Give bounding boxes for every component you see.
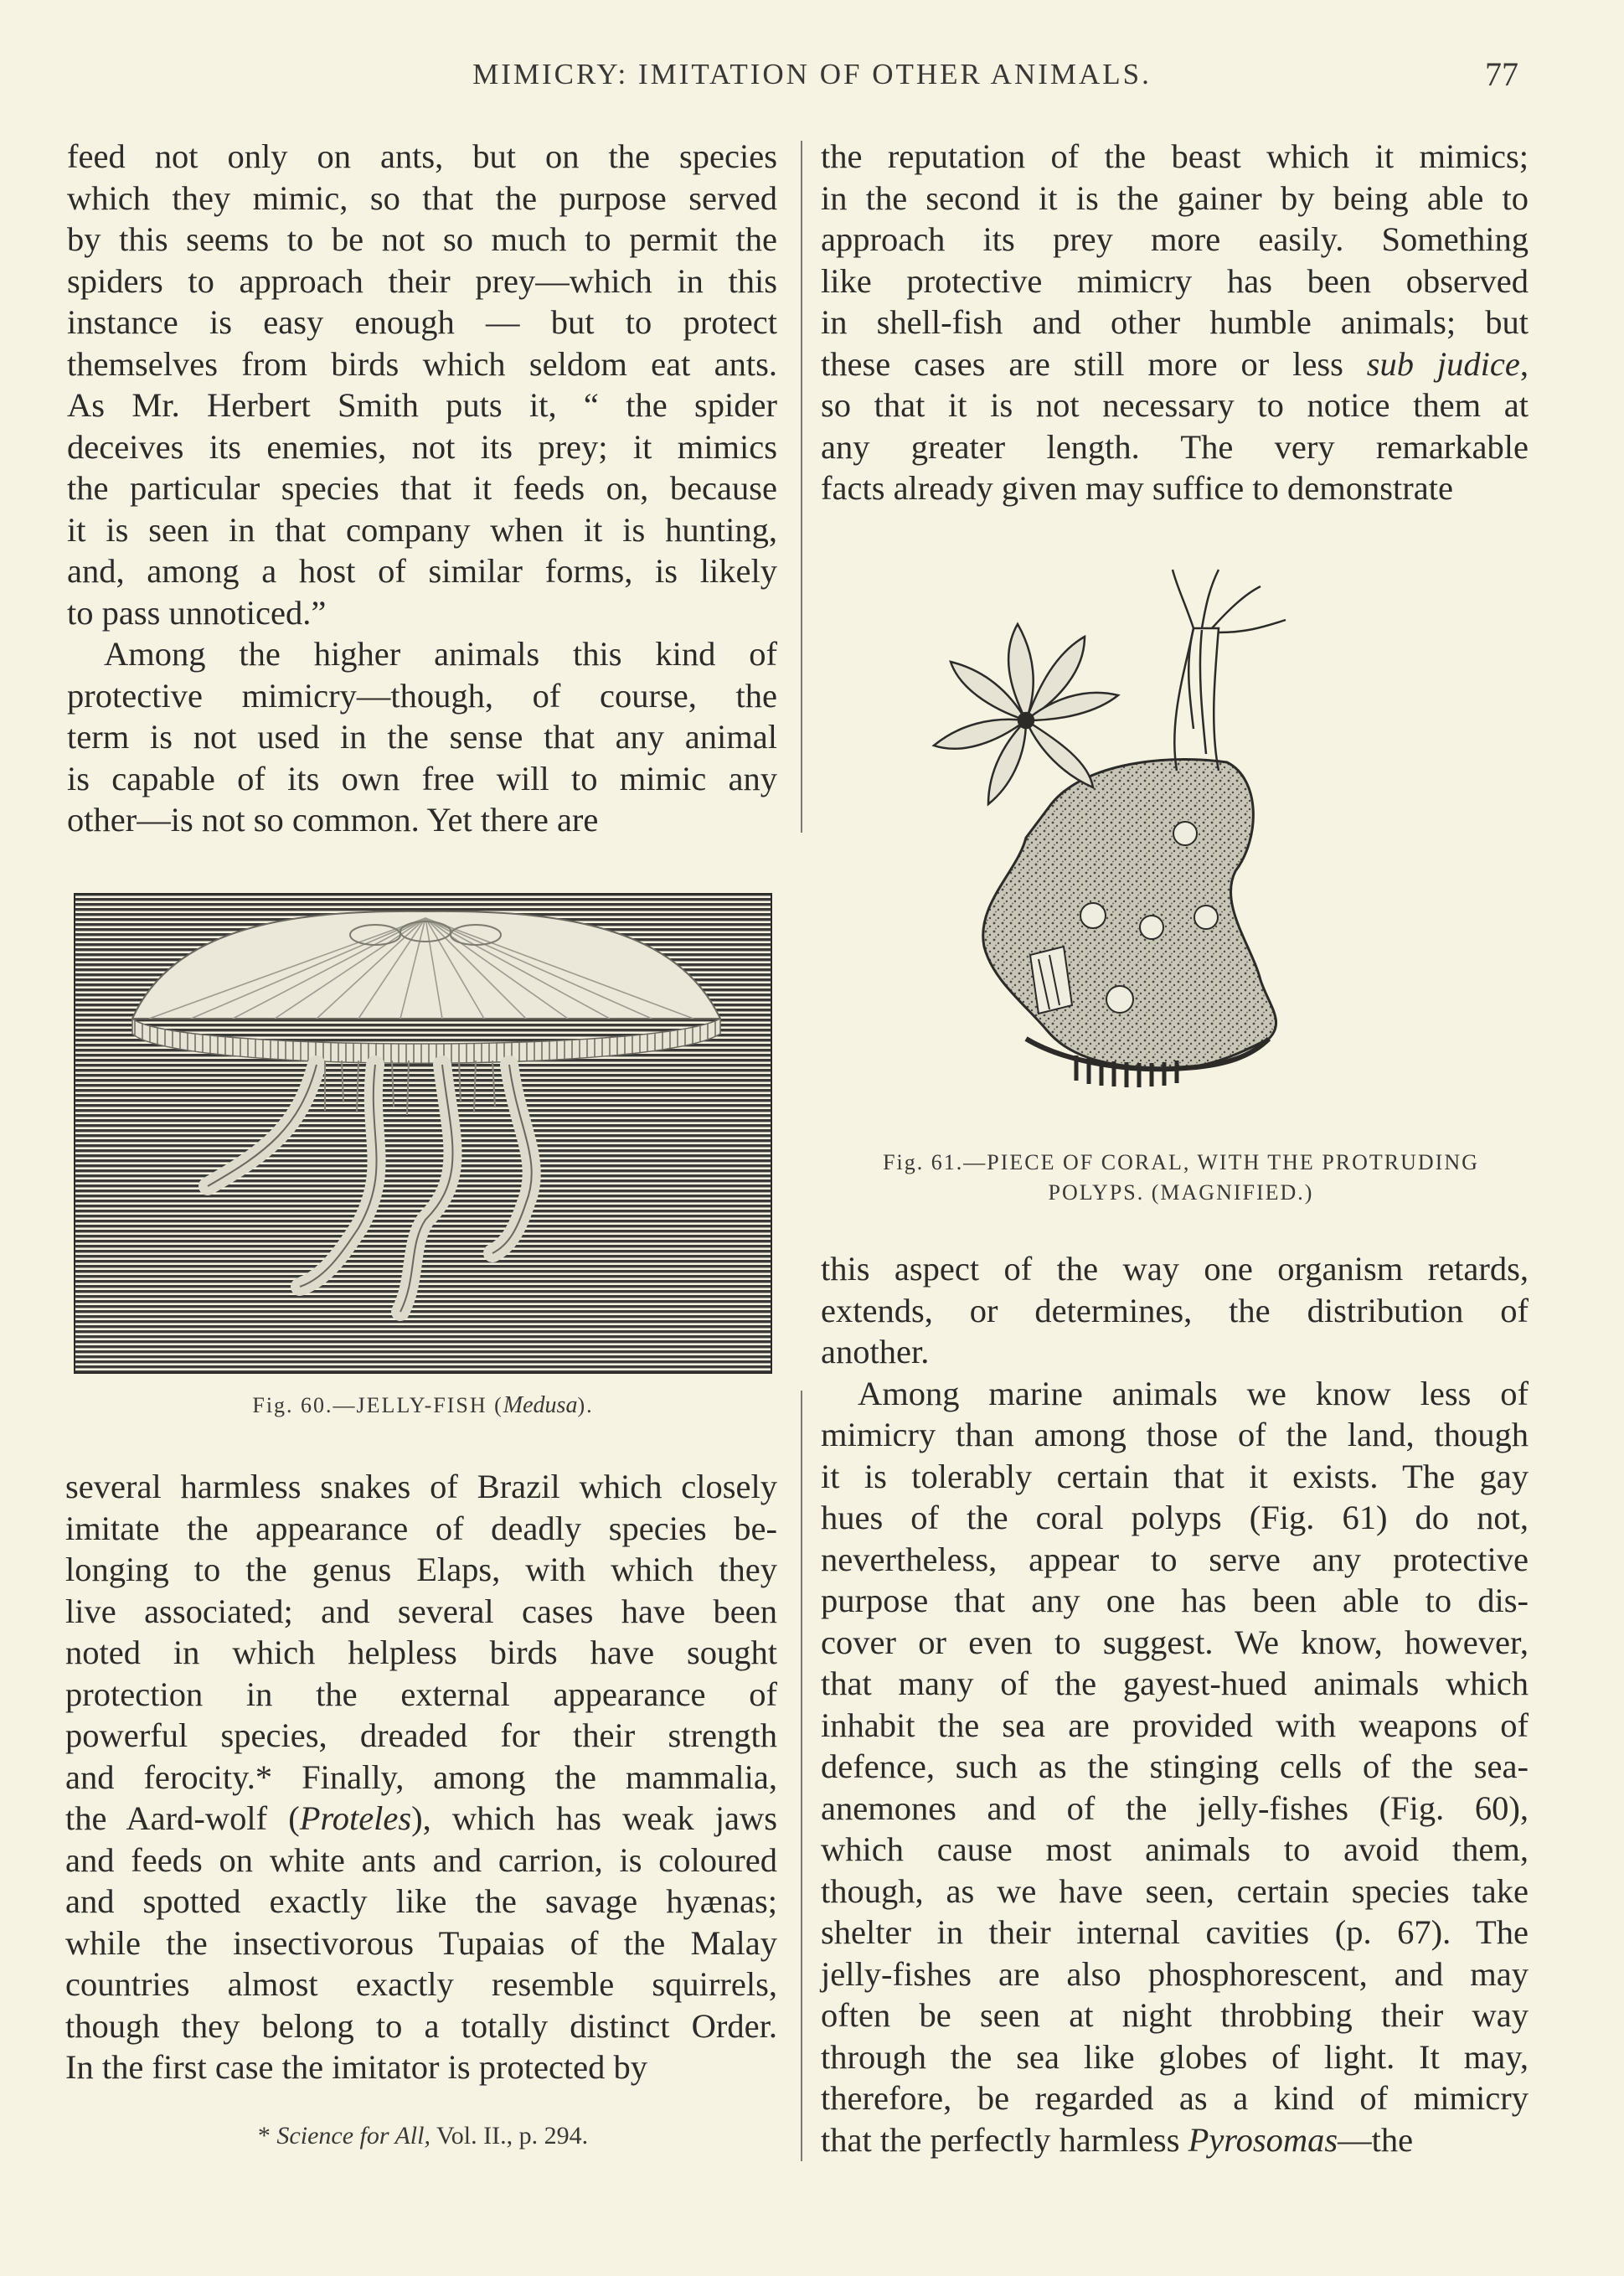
page-number: 77 xyxy=(1485,55,1518,93)
text-line: longing to the genus Elaps, with which they xyxy=(65,1551,777,1588)
left-column-top xyxy=(67,136,777,841)
text-line: and ferocity.* Finally, among the mammalia, xyxy=(65,1757,777,1796)
figure-61-caption-line-2: POLYPS. (MAGNIFIED.) xyxy=(1048,1180,1314,1205)
text-line: Among the higher animals this kind of xyxy=(104,635,777,673)
text-line: and spotted exactly like the savage hyænas; xyxy=(65,1882,777,1920)
figure-60-caption: Fig. 60.—JELLY-FISH (Medusa). xyxy=(252,1392,594,1418)
text-line: feed not only on ants, but on the species xyxy=(67,137,777,175)
text-line: deceives its enemies, not its prey; it mimics xyxy=(67,427,777,466)
text-line: approach its prey more easily. Something xyxy=(821,220,1529,258)
text-line: that the perfectly harmless Pyrosomas—the xyxy=(821,2120,1414,2159)
star-polyp xyxy=(934,624,1118,804)
text-line: countries almost exactly resemble squirrels, xyxy=(65,1965,777,2003)
right-column-bottom xyxy=(821,1248,1529,2160)
text-line: anemones and of the jelly-fishes (Fig. 60), xyxy=(821,1788,1529,1827)
text-line: the reputation of the beast which it mimics; xyxy=(821,137,1529,175)
text-line: themselves from birds which seldom eat ants. xyxy=(67,344,777,383)
jellyfish-figure xyxy=(74,893,772,1374)
column-rule xyxy=(801,1391,802,2161)
text-line: and feeds on white ants and carrion, is coloured xyxy=(65,1840,777,1879)
text-line: protection in the external appearance of xyxy=(65,1675,777,1713)
text-line: inhabit the sea are provided with weapons of xyxy=(821,1706,1529,1744)
text-line: imitate the appearance of deadly species be- xyxy=(65,1509,777,1547)
text-line: hues of the coral polyps (Fig. 61) do not, xyxy=(821,1499,1529,1536)
tentacle-polyp xyxy=(1173,570,1286,771)
text-line: any greater length. The very remarkable xyxy=(821,427,1529,466)
text-line: and, among a host of similar forms, is likely xyxy=(67,552,777,590)
text-line: nevertheless, appear to serve any protective xyxy=(821,1540,1529,1578)
text-line: protective mimicry—though, of course, the xyxy=(67,676,777,715)
text-line: cover or even to suggest. We know, however, xyxy=(821,1623,1529,1661)
text-line: Among marine animals we know less of xyxy=(858,1374,1529,1412)
text-line: that many of the gayest-hued animals which xyxy=(821,1664,1529,1702)
text-line: several harmless snakes of Brazil which closely xyxy=(65,1468,777,1505)
figure-61-caption xyxy=(838,1148,1524,1208)
text-line: to pass unnoticed.” xyxy=(67,593,327,632)
text-line: so that it is not necessary to notice them at xyxy=(821,386,1529,424)
right-column-top xyxy=(821,136,1529,509)
text-line: the Aard-wolf (Proteles), which has weak jaws xyxy=(65,1799,777,1837)
text-line: by this seems to be not so much to permit the xyxy=(67,220,777,258)
coral-figure xyxy=(900,553,1474,1139)
text-line: the particular species that it feeds on, because xyxy=(67,469,777,507)
text-line: term is not used in the sense that any animal xyxy=(67,718,777,756)
text-line: noted in which helpless birds have sought xyxy=(65,1633,777,1671)
text-line: other—is not so common. Yet there are xyxy=(67,801,599,839)
text-line: though they belong to a totally distinct Order. xyxy=(65,2006,777,2045)
figure-61-caption-line-1: Fig. 61.—PIECE OF CORAL, WITH THE PROTRUDING xyxy=(883,1150,1479,1174)
text-line: facts already given may suffice to demonstrate xyxy=(821,469,1453,507)
text-line: instance is easy enough — but to protect xyxy=(67,303,777,341)
column-rule xyxy=(801,141,802,833)
text-line: another. xyxy=(821,1333,930,1370)
text-line: in the second it is the gainer by being able to xyxy=(821,178,1529,217)
running-head: MIMICRY: IMITATION OF OTHER ANIMALS. xyxy=(472,58,1152,90)
text-line: As Mr. Herbert Smith puts it, “ the spider xyxy=(67,386,777,424)
text-line: spiders to approach their prey—which in this xyxy=(67,261,777,300)
text-line: through the sea like globes of light. It may, xyxy=(821,2037,1529,2076)
text-line: often be seen at night throbbing their way xyxy=(821,1996,1529,2034)
text-line: in shell-fish and other humble animals; but xyxy=(821,303,1529,341)
text-line: defence, such as the stinging cells of the sea- xyxy=(821,1747,1529,1785)
text-line: these cases are still more or less sub judice, xyxy=(821,344,1529,383)
text-line: it is tolerably certain that it exists. The gay xyxy=(821,1457,1529,1495)
text-line: while the insectivorous Tupaias of the Malay xyxy=(65,1923,777,1962)
left-column-bottom xyxy=(65,1466,777,2088)
text-line: like protective mimicry has been observed xyxy=(821,261,1529,300)
text-line: shelter in their internal cavities (p. 67). The xyxy=(821,1913,1529,1951)
text-line: which cause most animals to avoid them, xyxy=(821,1830,1529,1868)
text-line: therefore, be regarded as a kind of mimicry xyxy=(821,2079,1529,2117)
text-line: this aspect of the way one organism retards, xyxy=(821,1250,1529,1288)
text-line: extends, or determines, the distribution of xyxy=(821,1291,1529,1329)
text-line: which they mimic, so that the purpose served xyxy=(67,178,777,217)
text-line: mimicry than among those of the land, though xyxy=(821,1416,1529,1453)
text-line: powerful species, dreaded for their strength xyxy=(65,1716,777,1754)
text-line: it is seen in that company when it is hunting, xyxy=(67,510,777,549)
text-line: is capable of its own free will to mimic any xyxy=(67,759,777,797)
text-line: jelly-fishes are also phosphorescent, and may xyxy=(821,1954,1529,1993)
text-line: though, as we have seen, certain species take xyxy=(821,1871,1529,1910)
footnote: * Science for All, Vol. II., p. 294. xyxy=(257,2122,589,2150)
coral-body xyxy=(983,760,1276,1087)
text-line: live associated; and several cases have been xyxy=(65,1592,777,1630)
text-line: purpose that any one has been able to dis- xyxy=(821,1582,1529,1619)
text-line: In the first case the imitator is protected by xyxy=(65,2048,648,2086)
